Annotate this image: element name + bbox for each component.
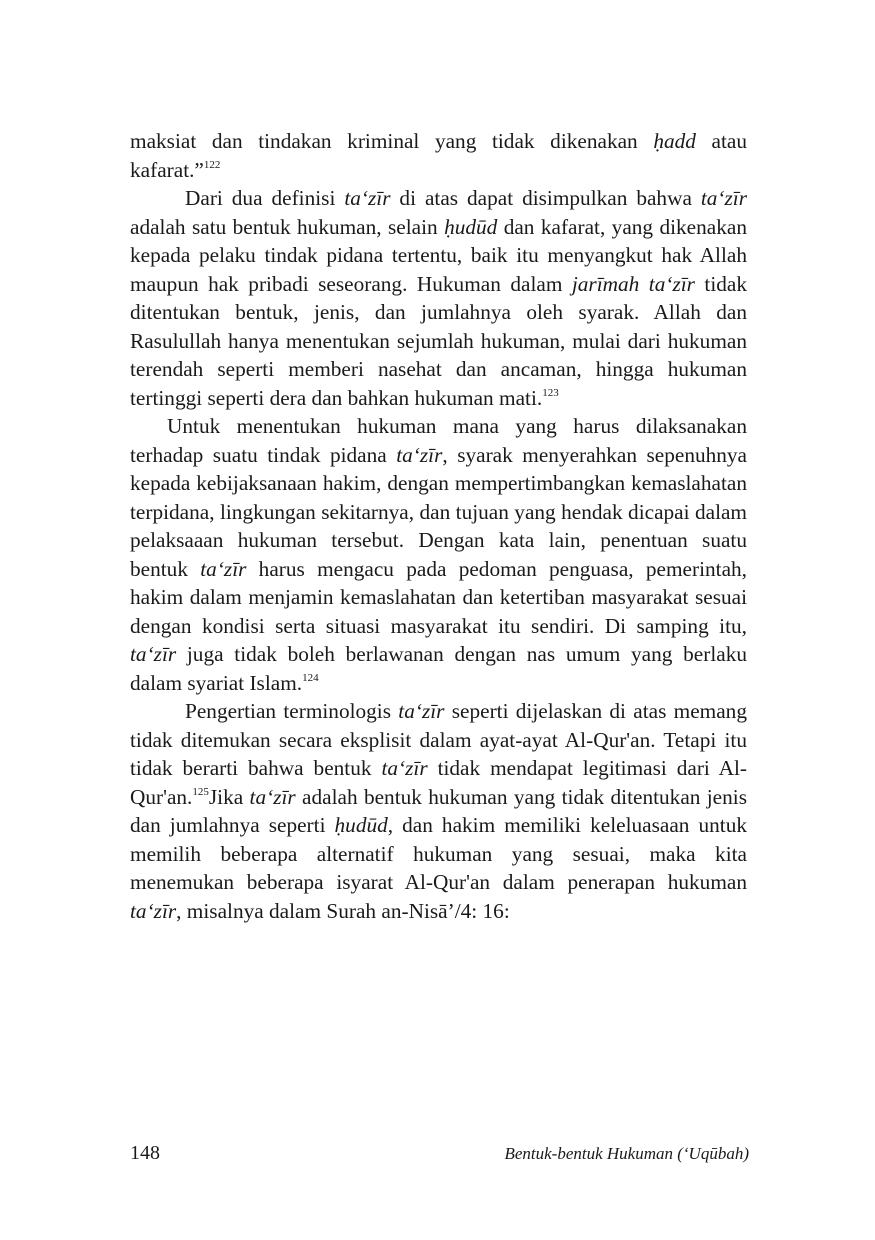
italic-term: ta‘zīr	[398, 699, 445, 723]
italic-term: ta‘zīr	[130, 898, 177, 923]
text-run: adalah bentuk hukuman yang tidak ditentukan jenis dan jumlahnya seperti	[130, 784, 747, 837]
text-run: Pengertian terminologis	[185, 699, 399, 723]
footnote-marker: 124	[302, 671, 319, 684]
paragraph-2	[130, 184, 747, 412]
text-run: Dari dua definisi	[185, 186, 345, 210]
text-run: tidak mendapat legitimasi dari Al-Qur'an.	[130, 756, 748, 809]
paragraph-1	[130, 127, 747, 184]
italic-term: ta‘zīr	[381, 756, 428, 780]
italic-term: ta‘zīr	[700, 186, 748, 210]
italic-term: ḥudūd	[444, 214, 498, 239]
footnote-marker: 122	[203, 158, 221, 171]
text-run: Jika	[208, 784, 250, 809]
text-run: harus mengacu pada pedoman penguasa, pemerintah, hakim dalam menjamin kemaslahatan dan ketertiban masyarakat sesuai dengan kondisi serta situasi masyarakat itu sendiri. Di samping itu,	[130, 556, 747, 638]
text-run: , dan hakim memiliki keleluasaan untuk memilih beberapa alternatif hukuman yang sesuai, maka kita menemukan beberapa isyarat Al-Qur'an dalam penerapan hukuman	[130, 813, 748, 894]
footnote-marker: 123	[542, 386, 559, 399]
italic-term: ta‘zīr	[396, 442, 443, 467]
page-body	[130, 127, 747, 925]
footnote-marker: 125	[192, 785, 209, 798]
running-footer-title: Bentuk-bentuk Hukuman (‘Uqūbah)	[504, 1144, 749, 1163]
text-run: Untuk menentukan hukuman mana yang harus dilaksanakan terhadap suatu tindak pidana	[130, 414, 747, 467]
paragraph-3	[130, 412, 747, 697]
italic-term: ḥadd	[653, 129, 696, 153]
text-run: di atas dapat disimpulkan bahwa	[390, 186, 701, 210]
text-run: , misalnya dalam Surah an-Nisā’/4: 16:	[176, 898, 510, 923]
italic-term: ta‘zīr	[249, 784, 296, 809]
italic-term: ta‘zīr	[200, 556, 247, 581]
text-run: dan kafarat, yang dikenakan kepada pelaku tindak pidana tertentu, baik itu menyangkut hak Allah maupun hak pribadi seseorang. Hukuman dalam	[130, 214, 747, 296]
italic-term: ta‘zīr	[344, 186, 391, 210]
text-run: tidak ditentukan bentuk, jenis, dan jumlahnya oleh syarak. Allah dan Rasulullah hanya menentukan sejumlah hukuman, mulai dari hukuman terendah seperti memberi nasehat dan ancaman, hingga hukuman tertinggi seperti dera dan bahkan hukuman mati.	[130, 271, 747, 410]
italic-term: jarīmah ta‘zīr	[571, 271, 695, 296]
text-run: atau kafarat.”	[130, 129, 748, 182]
page-number: 148	[130, 1142, 160, 1164]
text-run: seperti dijelaskan di atas memang tidak ditemukan secara eksplisit dalam ayat-ayat Al-Qur'an. Tetapi itu tidak berarti bahwa bentuk	[130, 699, 747, 780]
text-run: , syarak menyerahkan sepenuhnya kepada kebijaksanaan hakim, dengan mempertimbangkan kemaslahatan terpidana, lingkungan sekitarnya, dan tujuan yang hendak dicapai dalam pelaksaaan hukuman tersebut. Dengan kata lain, penentuan suatu bentuk	[130, 442, 748, 581]
italic-term: ḥudūd	[334, 813, 388, 837]
text-run: adalah satu bentuk hukuman, selain	[130, 214, 445, 239]
paragraph-4	[130, 697, 747, 925]
italic-term: ta‘zīr	[130, 642, 177, 666]
text-run: juga tidak boleh berlawanan dengan nas umum yang berlaku dalam syariat Islam.	[130, 642, 747, 695]
text-run: maksiat dan tindakan kriminal yang tidak dikenakan	[130, 129, 654, 153]
